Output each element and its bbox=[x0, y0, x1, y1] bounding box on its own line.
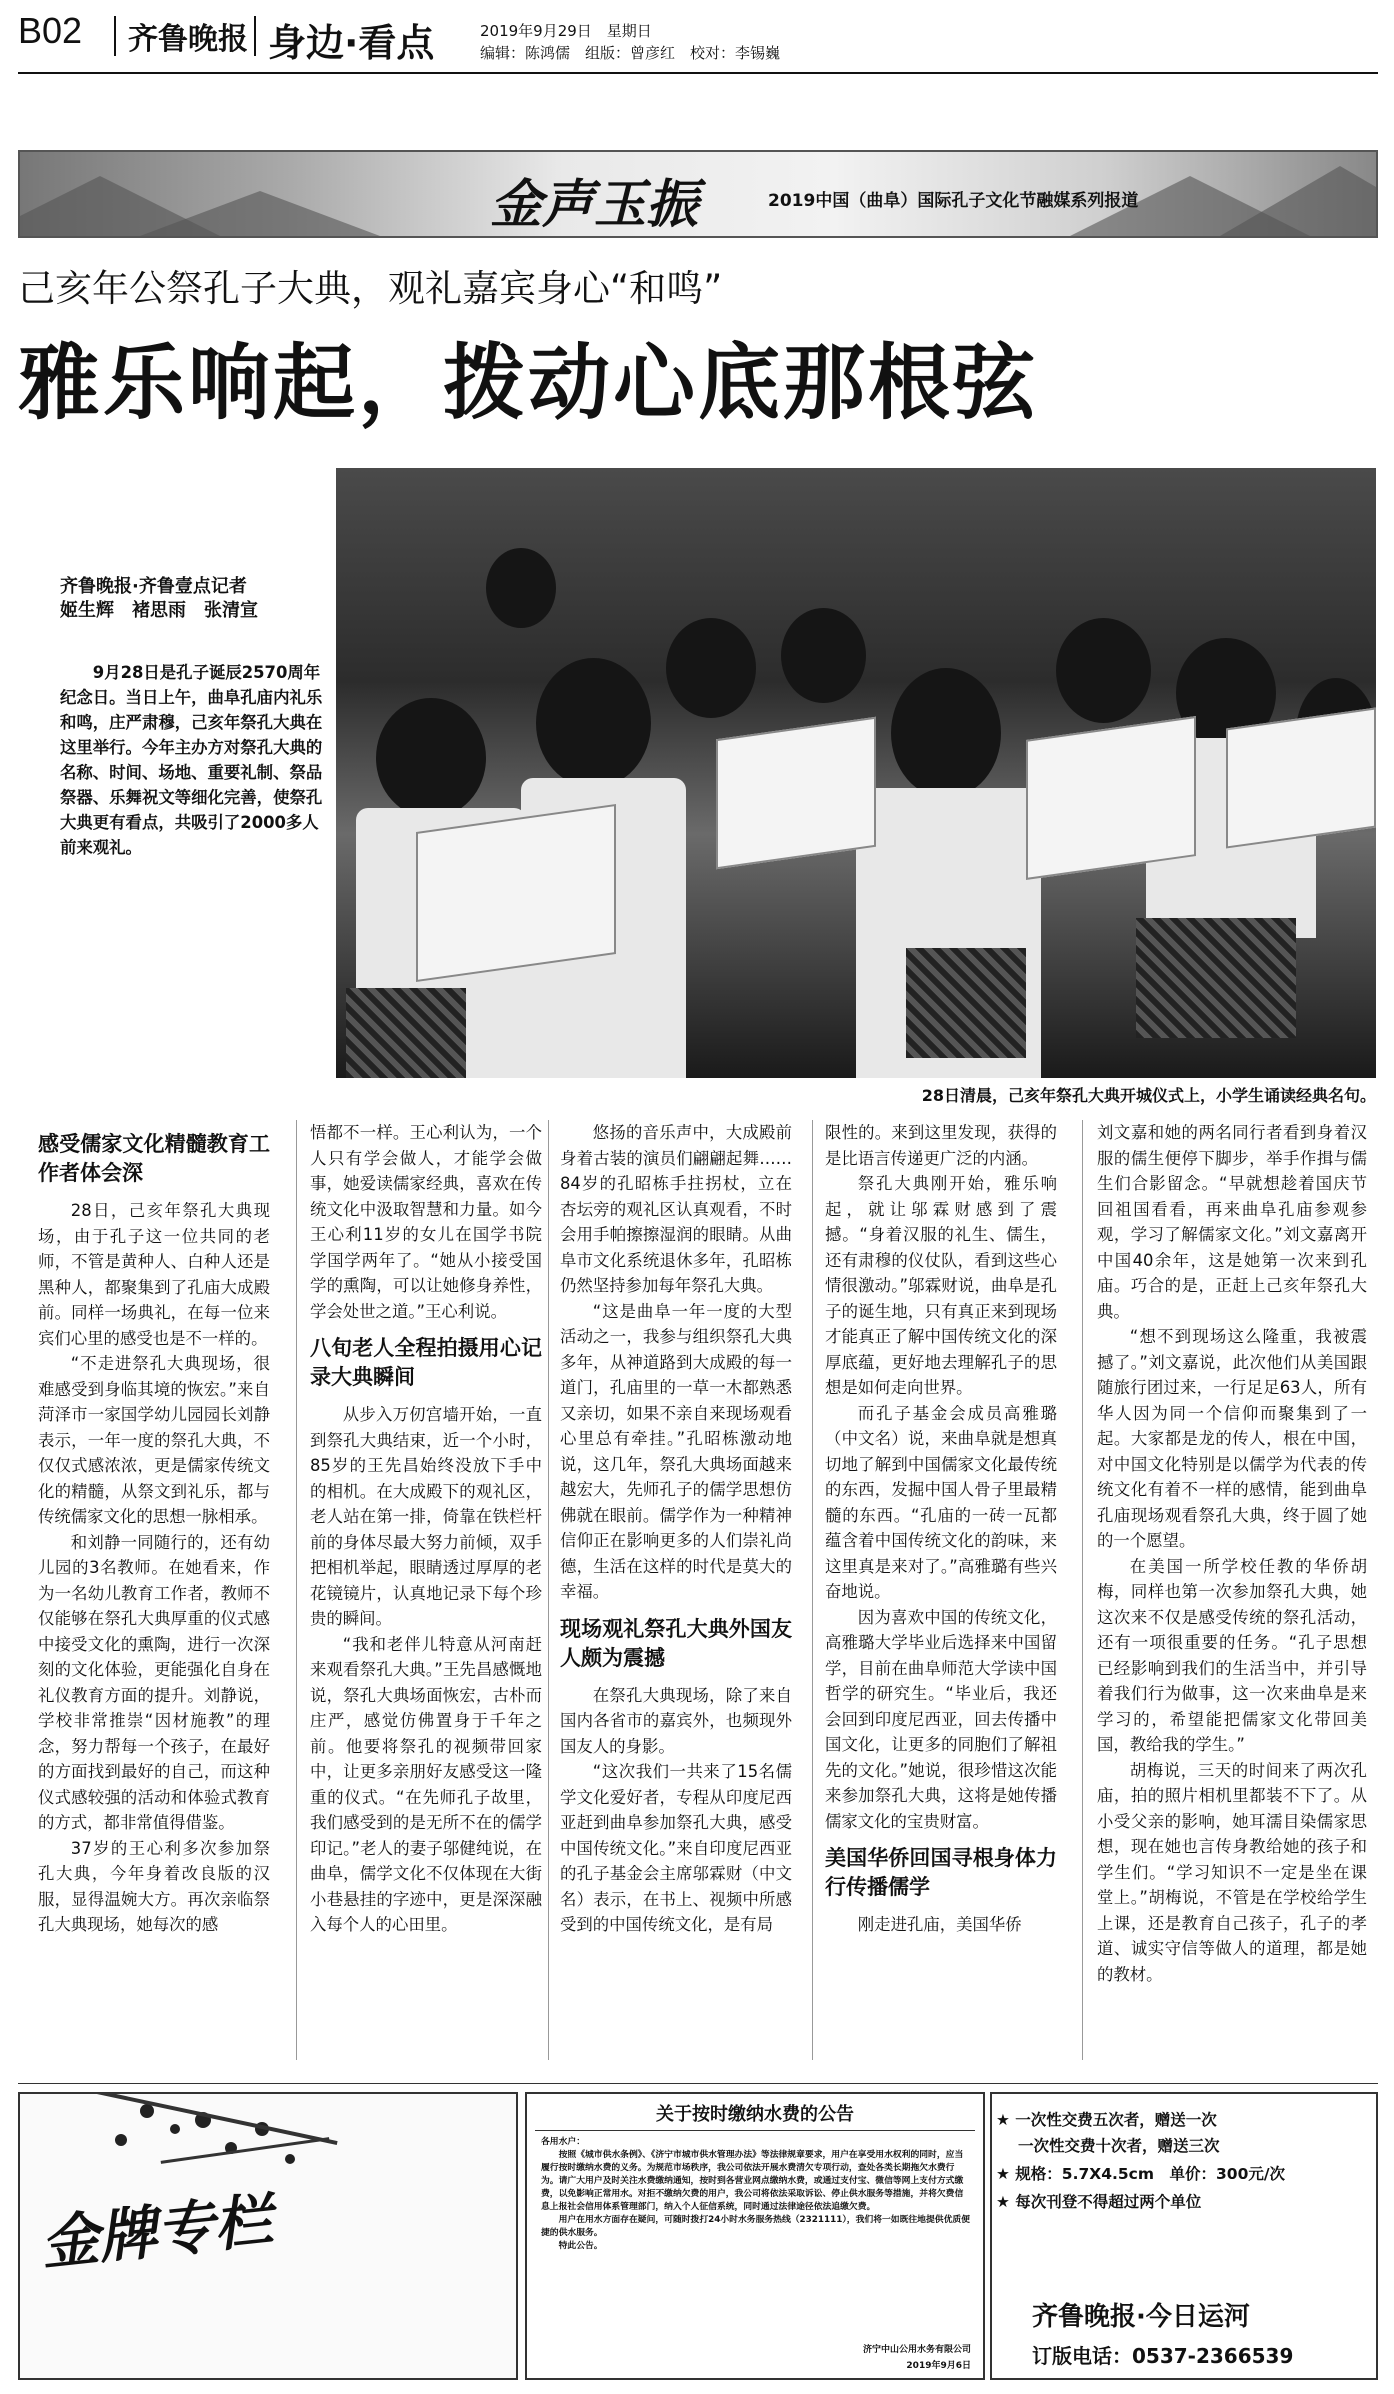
paragraph: 28日，己亥年祭孔大典现场，由于孔子这一位共同的老师，不管是黄种人、白种人还是黑种人，都聚集到了孔庙大成殿前。同样一场典礼，在每一位来宾们心里的感受也是不一样的。 bbox=[38, 1201, 270, 1348]
plum-blossom bbox=[115, 2134, 127, 2146]
divider bbox=[254, 16, 256, 56]
paper-name-logo: 齐鲁晚报 bbox=[128, 22, 248, 57]
staff-line: 编辑：陈鸿儒 组版：曾彦红 校对：李锡巍 bbox=[480, 44, 781, 62]
scroll-book bbox=[716, 717, 876, 869]
plaid-skirt bbox=[906, 948, 1026, 1058]
paragraph: 刘文嘉和她的两名同行者看到身着汉服的儒生便停下脚步，举手作揖与儒生们合影留念。“早就想趁着国庆节回祖国看看，再来曲阜孔庙参观参观，学习了解儒家文化。”刘文嘉离开中国40余年，这是她第一次来到孔庙。巧合的是，正赶上己亥年祭孔大典。 bbox=[1097, 1123, 1367, 1321]
photo-caption: 28日清晨，己亥年祭孔大典开城仪式上，小学生诵读经典名句。 bbox=[921, 1086, 1376, 1105]
ad-rate-line: ★ 每次刊登不得超过两个单位 bbox=[996, 2193, 1202, 2211]
student-head bbox=[781, 608, 866, 703]
plaid-skirt bbox=[346, 988, 466, 1078]
page-number: B02 bbox=[18, 10, 83, 51]
column-divider bbox=[296, 1120, 297, 2060]
scroll-book bbox=[416, 804, 616, 982]
divider bbox=[114, 16, 116, 56]
mountain-decoration bbox=[1220, 166, 1378, 236]
mountain-decoration bbox=[140, 191, 380, 236]
article-column-3 bbox=[560, 1120, 792, 1938]
section-heading: 感受儒家文化精髓教育工作者体会深 bbox=[38, 1132, 270, 1185]
paragraph: “不走进祭孔大典现场，很难感受到身临其境的恢宏。”来自菏泽市一家国学幼儿园园长刘静表示，一年一度的祭孔大典，不仅仅式感浓浓，更是儒家传统文化的精髓，从祭文到礼乐，都与传统儒家文化的思想一脉相承。 bbox=[38, 1354, 270, 1526]
paragraph: 限性的。来到这里发现，获得的是比语言传递更广泛的内涵。 bbox=[825, 1123, 1057, 1168]
student-head bbox=[486, 548, 556, 628]
byline-line: 齐鲁晚报·齐鲁壹点记者 bbox=[60, 576, 247, 597]
student-head bbox=[536, 658, 651, 788]
student-head bbox=[891, 668, 1001, 798]
paragraph: 悠扬的音乐声中，大成殿前身着古装的演员们翩翩起舞……84岁的孔昭栋手拄拐杖，立在杏坛旁的观礼区认真观看，不时会用手帕擦擦湿润的眼睛。从曲阜市文化系统退休多年，孔昭栋仍然坚持参加每年祭孔大典。 bbox=[560, 1123, 792, 1295]
plum-blossom bbox=[140, 2104, 154, 2118]
paragraph: 刚走进孔庙，美国华侨 bbox=[857, 1915, 1022, 1934]
byline-line: 姬生辉 褚思雨 张清宣 bbox=[60, 600, 258, 621]
header-rule bbox=[18, 72, 1378, 74]
article-column-1 bbox=[38, 1120, 270, 1938]
section-name: 身边·看点 bbox=[268, 21, 435, 65]
notice-paragraph: 用户在用水方面存在疑问，可随时拨打24小时水务服务热线（2321111），我们将一如既往地提供优质便捷的供水服务。 bbox=[541, 2215, 970, 2238]
article-intro: 9月28日是孔子诞辰2570周年纪念日。当日上午，曲阜孔庙内礼乐和鸣，庄严肃穆，己亥年祭孔大典在这里举行。今年主办方对祭孔大典的名称、时间、场地、重要礼制、祭品祭器、乐舞祝文等细化完善，使祭孔大典更有看点，共吸引了2000多人前来观礼。 bbox=[60, 663, 323, 857]
paragraph: 37岁的王心利多次参加祭孔大典，今年身着改良版的汉服，显得温婉大方。再次亲临祭孔大典现场，她每次的感 bbox=[38, 1838, 270, 1934]
scroll-book bbox=[1226, 707, 1376, 848]
bottom-rule bbox=[18, 2083, 1378, 2084]
article-subhead: 己亥年公祭孔子大典，观礼嘉宾身心“和鸣” bbox=[18, 267, 723, 310]
paragraph: 在美国一所学校任教的华侨胡梅，同样也第一次参加祭孔大典，她这次来不仅是感受传统的祭孔活动，还有一项很重要的任务。“孔子思想已经影响到我们的生活当中，并引导着我们行为做事，这一次来曲阜是来学习的，希望能把儒家文化带回美国，教给我的学生。” bbox=[1097, 1556, 1367, 1754]
series-banner bbox=[18, 150, 1378, 238]
paragraph: 因为喜欢中国的传统文化，高雅璐大学毕业后选择来中国留学，目前在曲阜师范大学读中国哲学的研究生。“毕业后，我还会回到印度尼西亚，回去传播中国文化，让更多的同胞们了解祖先的文化。”她说，很珍惜这次能来参加祭孔大典，这将是她传播儒家文化的宝贵财富。 bbox=[825, 1607, 1057, 1831]
column-divider bbox=[812, 1120, 813, 2060]
ad-rate-line: 一次性交费十次者，赠送三次 bbox=[1018, 2137, 1220, 2155]
paragraph: “我和老伴儿特意从河南赶来观看祭孔大典。”王先昌感慨地说，祭孔大典场面恢宏，古朴而庄严，感觉仿佛置身于千年之前。他要将祭孔的视频带回家中，让更多亲朋好友感受这一隆重的仪式。“在先师孔子故里，我们感受到的是无所不在的儒学印记。”老人的妻子邬健纯说，在曲阜，儒学文化不仅体现在大街小巷悬挂的字迹中，更是深深融入每个人的心田里。 bbox=[310, 1634, 542, 1934]
notice-rule bbox=[535, 2130, 975, 2131]
date-line: 2019年9月29日 星期日 bbox=[480, 22, 652, 40]
student-head bbox=[1056, 618, 1151, 723]
column-brand-calligraphy: 金牌专栏 bbox=[37, 2186, 276, 2278]
paragraph: 悟都不一样。王心利认为，一个人只有学会做人，才能学会做事，她爱读儒家经典，喜欢在传统文化中汲取智慧和力量。如今王心利11岁的女儿在国学书院学国学两年了。“她从小接受国学的熏陶，可以让她修身养性，学会处世之道。”王心利说。 bbox=[310, 1123, 542, 1321]
paragraph: 祭孔大典刚开始，雅乐响起，就让邬霖财感到了震撼。“身着汉服的礼生、儒生，还有肃穆的仪仗队，看到这些心情很激动。”邬霖财说，曲阜是孔子的诞生地，只有真正来到现场才能真正了解中国传统文化的深厚底蕴，更好地去理解孔子的思想是如何走向世界。 bbox=[825, 1174, 1057, 1397]
notice-org: 济宁中山公用水务有限公司 bbox=[862, 2345, 971, 2355]
section-heading: 美国华侨回国寻根身体力行传播儒学 bbox=[825, 1846, 1057, 1899]
notice-salutation: 各用水户： bbox=[541, 2137, 585, 2147]
section-heading: 八旬老人全程拍摄用心记录大典瞬间 bbox=[310, 1336, 542, 1389]
section-heading: 现场观礼祭孔大典外国友人颇为震撼 bbox=[560, 1616, 792, 1670]
student-head bbox=[376, 698, 486, 818]
banner-subtitle: 2019中国（曲阜）国际孔子文化节融媒系列报道 bbox=[768, 191, 1139, 211]
paragraph: 在祭孔大典现场，除了来自国内各省市的嘉宾外，也频现外国友人的身影。 bbox=[560, 1685, 792, 1756]
byline bbox=[60, 575, 300, 623]
banner-title: 金声玉振 bbox=[490, 174, 699, 235]
plum-blossom bbox=[170, 2124, 180, 2134]
student-head bbox=[666, 618, 756, 718]
paragraph: “这次我们一共来了15名儒学文化爱好者，专程从印度尼西亚赶到曲阜参加祭孔大典，感受中国传统文化。”来自印度尼西亚的孔子基金会主席邬霖财（中文名）表示，在书上、视频中所感受到的中国传统文化，是有局 bbox=[560, 1762, 792, 1934]
scroll-book bbox=[1026, 716, 1196, 880]
paragraph: 胡梅说，三天的时间来了两次孔庙，拍的照片相机里都装不下了。从小受父亲的影响，她耳濡目染儒家思想，现在她也言传身教给她的孩子和学生们。“学习知识不一定是坐在课堂上。”胡梅说，不管是在学校给学生上课，还是教育自己孩子，孔子的孝道、诚实守信等做人的道理，都是她的教材。 bbox=[1097, 1760, 1367, 1984]
ad-rate-line: ★ 规格：5.7X4.5cm 单价：300元/次 bbox=[996, 2165, 1286, 2183]
branch-stroke bbox=[161, 2137, 330, 2164]
ad-rates-box bbox=[990, 2092, 1378, 2380]
photo-students-reading bbox=[336, 468, 1376, 1078]
column-divider bbox=[548, 1120, 549, 2060]
paragraph: “这是曲阜一年一度的大型活动之一，我参与组织祭孔大典多年，从神道路到大成殿的每一道门，孔庙里的一草一木都熟悉又亲切，如果不亲自来现场观看心里总有牵挂。”孔昭栋激动地说，这几年，祭孔大典场面越来越宏大，先师孔子的儒学思想仿佛就在眼前。儒学作为一种精神信仰正在影响更多的人们崇礼尚德，生活在这样的时代是莫大的幸福。 bbox=[560, 1301, 792, 1601]
ad-phone: 订版电话：0537-2366539 bbox=[1032, 2344, 1294, 2368]
article-column-5 bbox=[1097, 1120, 1367, 1987]
paragraph: 和刘静一同随行的，还有幼儿园的3名教师。在她看来，作为一名幼儿教育工作者，教师不仅能够在祭孔大典厚重的仪式感中接受文化的熏陶，进行一次深刻的文化体验，更能强化自身在礼仪教育方面的提升。刘静说，学校非常推崇“因材施教”的理念，努力帮每一个孩子，在最好的方面找到最好的自己，而这种仪式感较强的活动和体验式教育的方式，都非常值得借鉴。 bbox=[38, 1532, 270, 1832]
ad-rate-line: ★ 一次性交费五次者，赠送一次 bbox=[996, 2111, 1217, 2129]
plum-blossom bbox=[285, 2154, 295, 2164]
plaid-skirt bbox=[1136, 918, 1296, 1038]
masthead bbox=[18, 10, 1378, 70]
article-column-4 bbox=[825, 1120, 1057, 1938]
ad-brand: 齐鲁晚报·今日运河 bbox=[1032, 2302, 1250, 2332]
column-divider bbox=[1082, 1120, 1083, 2060]
notice-paragraph: 按照《城市供水条例》、《济宁市城市供水管理办法》等法律规章要求，用户在享受用水权利的同时，应当履行按时缴纳水费的义务。为规范市场秩序，我公司依法开展水费清欠专项行动，查处各类长期拖欠水费行为。请广大用户及时关注水费缴纳通知，按时到各营业网点缴纳水费，或通过支付宝、微信等网上支付方式缴费，以免影响正常用水。对拒不缴纳欠费的用户，我公司将依法采取诉讼、停止供水服务等措施，并将欠费信息上报社会信用体系管理部门，纳入个人征信系统，同时通过法律途径依法追缴欠费。 bbox=[541, 2150, 964, 2212]
notice-closing: 特此公告。 bbox=[558, 2241, 603, 2251]
paragraph: “想不到现场这么隆重，我被震撼了。”刘文嘉说，此次他们从美国跟随旅行团过来，一行足足63人，所有华人因为同一个信仰而聚集到了一起。大家都是龙的传人，根在中国，对中国文化特别是以儒学为代表的传统文化有着不一样的感情，能到曲阜孔庙现场观看祭孔大典，终于圆了她的一个愿望。 bbox=[1097, 1327, 1367, 1550]
article-column-2 bbox=[310, 1120, 542, 1938]
water-fee-notice bbox=[525, 2092, 985, 2380]
paragraph: 从步入万仞宫墙开始，一直到祭孔大典结束，近一个小时，85岁的王先昌始终没放下手中的相机。在大成殿下的观礼区，老人站在第一排，倚靠在铁栏杆前的身体尽最大努力前倾，双手把相机举起，眼睛透过厚厚的老花镜镜片，认真地记录下每个珍贵的瞬间。 bbox=[310, 1405, 542, 1628]
paragraph: 而孔子基金会成员高雅璐（中文名）说，来曲阜就是想真切地了解到中国儒家文化最传统的东西，发掘中国人骨子里最精髓的东西。“孔庙的一砖一瓦都蕴含着中国传统文化的韵味，来这里真是来对了。”高雅璐有些兴奋地说。 bbox=[825, 1403, 1057, 1601]
notice-body bbox=[541, 2136, 971, 2253]
article-headline: 雅乐响起，拨动心底那根弦 bbox=[18, 336, 1039, 431]
notice-title: 关于按时缴纳水费的公告 bbox=[656, 2104, 854, 2125]
notice-date: 2019年9月6日 bbox=[906, 2361, 971, 2371]
